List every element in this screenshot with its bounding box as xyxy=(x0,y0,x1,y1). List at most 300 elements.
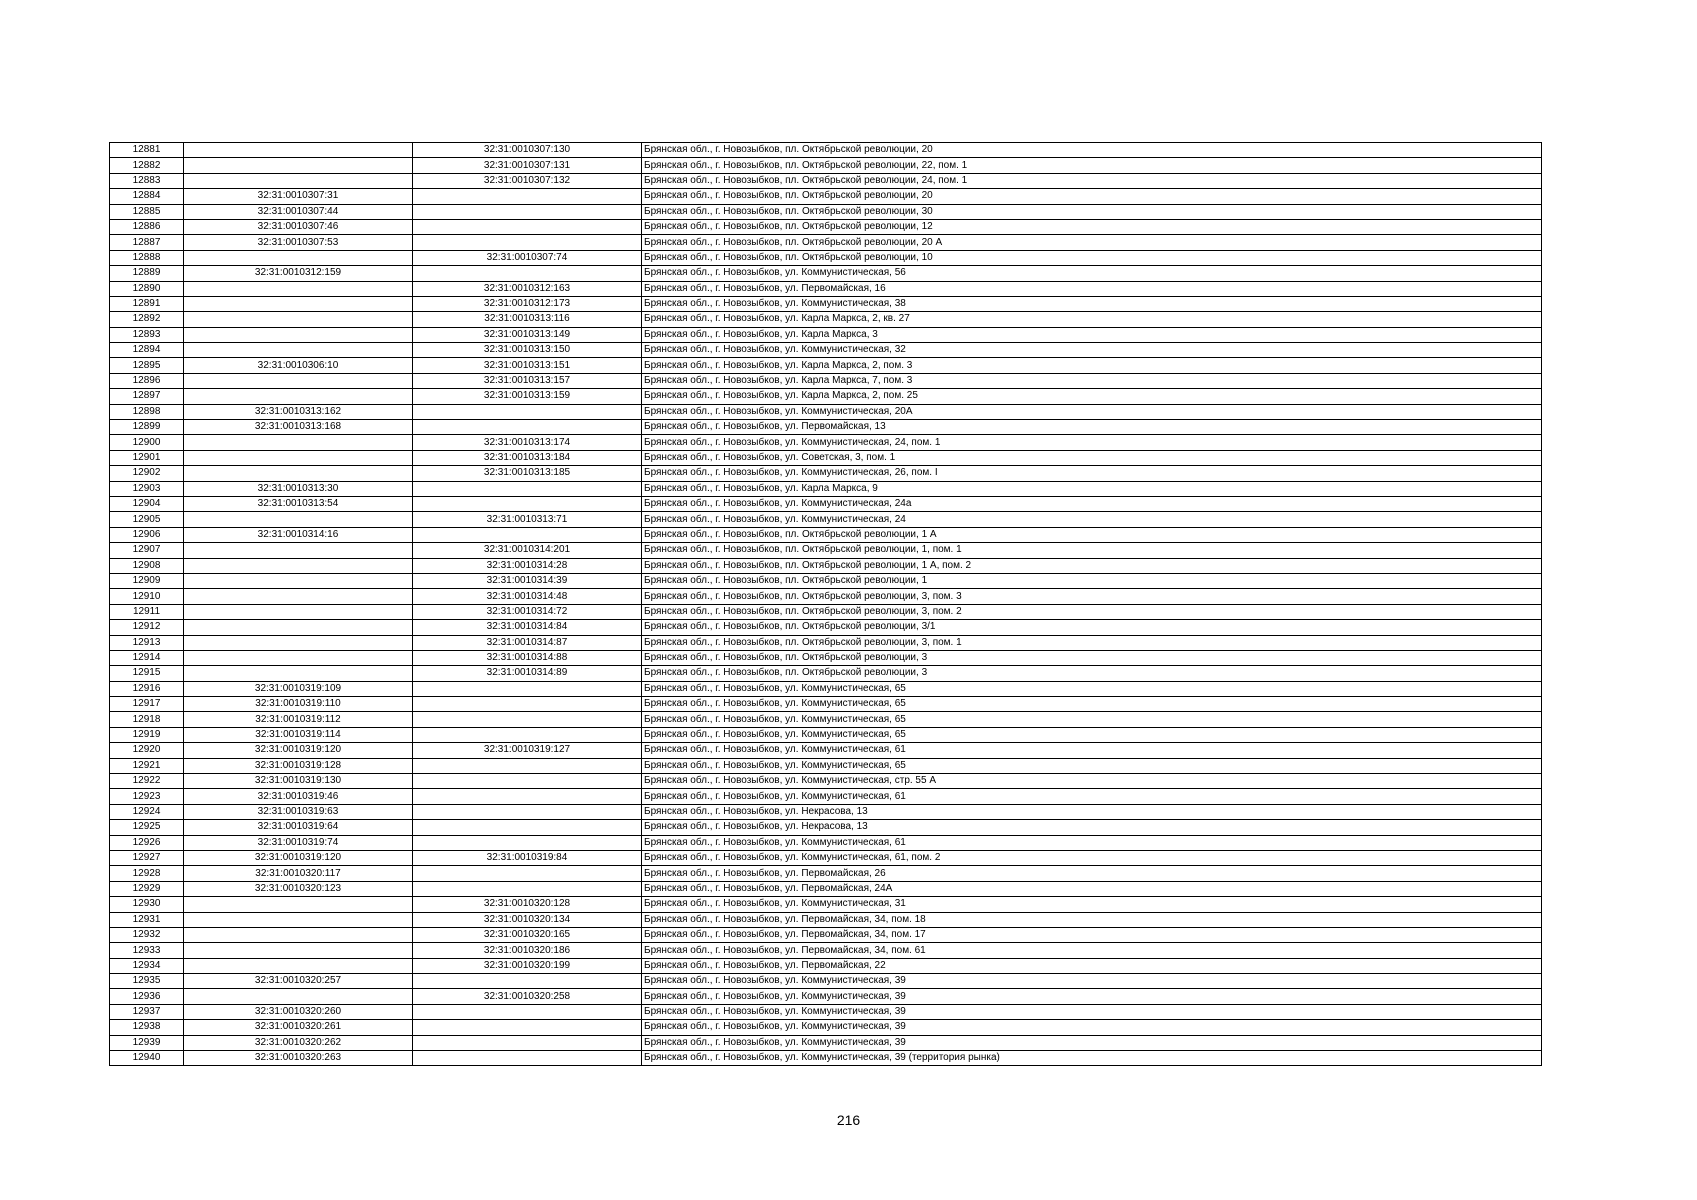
row-number-cell: 12889 xyxy=(110,266,184,281)
table-row xyxy=(110,219,1542,234)
table-row xyxy=(110,158,1542,173)
table-row xyxy=(110,989,1542,1004)
address-cell: Брянская обл., г. Новозыбков, пл. Октябрьской революции, 20 xyxy=(642,189,1542,204)
related-cadastral-number-cell xyxy=(413,189,642,204)
row-number-cell: 12934 xyxy=(110,958,184,973)
related-cadastral-number-cell: 32:31:0010314:201 xyxy=(413,543,642,558)
address-cell: Брянская обл., г. Новозыбков, ул. Коммунистическая, 26, пом. I xyxy=(642,466,1542,481)
row-number-cell: 12920 xyxy=(110,743,184,758)
table-row xyxy=(110,450,1542,465)
table-row xyxy=(110,204,1542,219)
cadastral-number-cell: 32:31:0010313:30 xyxy=(184,481,413,496)
address-cell: Брянская обл., г. Новозыбков, ул. Карла Маркса, 7, пом. 3 xyxy=(642,373,1542,388)
row-number-cell: 12938 xyxy=(110,1020,184,1035)
related-cadastral-number-cell xyxy=(413,1051,642,1066)
cadastral-number-cell xyxy=(184,389,413,404)
row-number-cell: 12926 xyxy=(110,835,184,850)
table-row xyxy=(110,358,1542,373)
related-cadastral-number-cell: 32:31:0010313:149 xyxy=(413,327,642,342)
row-number-cell: 12895 xyxy=(110,358,184,373)
table-row xyxy=(110,927,1542,942)
address-cell: Брянская обл., г. Новозыбков, пл. Октябрьской революции, 12 xyxy=(642,219,1542,234)
address-cell: Брянская обл., г. Новозыбков, пл. Октябрьской революции, 22, пом. 1 xyxy=(642,158,1542,173)
related-cadastral-number-cell xyxy=(413,1035,642,1050)
table-row xyxy=(110,804,1542,819)
cadastral-number-cell xyxy=(184,666,413,681)
related-cadastral-number-cell: 32:31:0010319:84 xyxy=(413,850,642,865)
cadastral-number-cell xyxy=(184,958,413,973)
related-cadastral-number-cell xyxy=(413,881,642,896)
row-number-cell: 12897 xyxy=(110,389,184,404)
related-cadastral-number-cell xyxy=(413,219,642,234)
cadastral-number-cell: 32:31:0010319:63 xyxy=(184,804,413,819)
address-cell: Брянская обл., г. Новозыбков, ул. Некрасова, 13 xyxy=(642,804,1542,819)
address-cell: Брянская обл., г. Новозыбков, ул. Коммунистическая, 61, пом. 2 xyxy=(642,850,1542,865)
cadastral-number-cell: 32:31:0010319:110 xyxy=(184,697,413,712)
address-cell: Брянская обл., г. Новозыбков, ул. Первомайская, 24А xyxy=(642,881,1542,896)
row-number-cell: 12894 xyxy=(110,343,184,358)
address-cell: Брянская обл., г. Новозыбков, пл. Октябрьской революции, 1 А, пом. 2 xyxy=(642,558,1542,573)
row-number-cell: 12881 xyxy=(110,143,184,158)
table-row xyxy=(110,466,1542,481)
cadastral-number-cell: 32:31:0010320:117 xyxy=(184,866,413,881)
row-number-cell: 12923 xyxy=(110,789,184,804)
related-cadastral-number-cell xyxy=(413,727,642,742)
cadastral-number-cell xyxy=(184,912,413,927)
table-row xyxy=(110,635,1542,650)
table-row xyxy=(110,758,1542,773)
related-cadastral-number-cell xyxy=(413,404,642,419)
related-cadastral-number-cell xyxy=(413,866,642,881)
cadastral-number-cell: 32:31:0010319:112 xyxy=(184,712,413,727)
table-row xyxy=(110,343,1542,358)
address-cell: Брянская обл., г. Новозыбков, ул. Коммунистическая, 65 xyxy=(642,758,1542,773)
cadastral-number-cell: 32:31:0010313:162 xyxy=(184,404,413,419)
table-row xyxy=(110,820,1542,835)
related-cadastral-number-cell: 32:31:0010312:173 xyxy=(413,296,642,311)
address-cell: Брянская обл., г. Новозыбков, пл. Октябрьской революции, 3/1 xyxy=(642,620,1542,635)
table-row xyxy=(110,527,1542,542)
table-row xyxy=(110,404,1542,419)
table-row xyxy=(110,604,1542,619)
related-cadastral-number-cell: 32:31:0010314:89 xyxy=(413,666,642,681)
related-cadastral-number-cell: 32:31:0010314:72 xyxy=(413,604,642,619)
cadastral-number-cell xyxy=(184,589,413,604)
table-row xyxy=(110,512,1542,527)
address-cell: Брянская обл., г. Новозыбков, ул. Коммунистическая, 24 xyxy=(642,512,1542,527)
related-cadastral-number-cell: 32:31:0010307:132 xyxy=(413,173,642,188)
address-cell: Брянская обл., г. Новозыбков, ул. Советская, 3, пом. 1 xyxy=(642,450,1542,465)
table-row xyxy=(110,266,1542,281)
related-cadastral-number-cell: 32:31:0010319:127 xyxy=(413,743,642,758)
related-cadastral-number-cell: 32:31:0010313:71 xyxy=(413,512,642,527)
table-row xyxy=(110,1020,1542,1035)
related-cadastral-number-cell: 32:31:0010307:131 xyxy=(413,158,642,173)
row-number-cell: 12911 xyxy=(110,604,184,619)
row-number-cell: 12884 xyxy=(110,189,184,204)
row-number-cell: 12882 xyxy=(110,158,184,173)
table-row xyxy=(110,697,1542,712)
address-cell: Брянская обл., г. Новозыбков, ул. Первомайская, 16 xyxy=(642,281,1542,296)
table-row xyxy=(110,1004,1542,1019)
table-body xyxy=(110,143,1542,1066)
row-number-cell: 12885 xyxy=(110,204,184,219)
table-row xyxy=(110,327,1542,342)
address-cell: Брянская обл., г. Новозыбков, пл. Октябрьской революции, 3 xyxy=(642,650,1542,665)
cadastral-number-cell: 32:31:0010306:10 xyxy=(184,358,413,373)
cadastral-number-cell xyxy=(184,343,413,358)
row-number-cell: 12917 xyxy=(110,697,184,712)
cadastral-number-cell xyxy=(184,450,413,465)
cadastral-number-cell xyxy=(184,312,413,327)
table-row xyxy=(110,189,1542,204)
row-number-cell: 12901 xyxy=(110,450,184,465)
table-row xyxy=(110,850,1542,865)
table-row xyxy=(110,143,1542,158)
address-cell: Брянская обл., г. Новозыбков, пл. Октябрьской революции, 30 xyxy=(642,204,1542,219)
cadastral-number-cell: 32:31:0010320:263 xyxy=(184,1051,413,1066)
related-cadastral-number-cell: 32:31:0010307:130 xyxy=(413,143,642,158)
cadastral-number-cell xyxy=(184,943,413,958)
table-row xyxy=(110,727,1542,742)
table-row xyxy=(110,881,1542,896)
address-cell: Брянская обл., г. Новозыбков, ул. Коммунистическая, 61 xyxy=(642,789,1542,804)
related-cadastral-number-cell: 32:31:0010314:48 xyxy=(413,589,642,604)
cadastral-number-cell: 32:31:0010320:261 xyxy=(184,1020,413,1035)
row-number-cell: 12933 xyxy=(110,943,184,958)
related-cadastral-number-cell: 32:31:0010313:184 xyxy=(413,450,642,465)
table-row xyxy=(110,897,1542,912)
address-cell: Брянская обл., г. Новозыбков, ул. Коммунистическая, 61 xyxy=(642,743,1542,758)
address-cell: Брянская обл., г. Новозыбков, ул. Коммунистическая, 39 xyxy=(642,1035,1542,1050)
cadastral-number-cell: 32:31:0010319:130 xyxy=(184,774,413,789)
address-cell: Брянская обл., г. Новозыбков, пл. Октябрьской революции, 1, пом. 1 xyxy=(642,543,1542,558)
related-cadastral-number-cell xyxy=(413,204,642,219)
cadastral-number-cell xyxy=(184,281,413,296)
address-cell: Брянская обл., г. Новозыбков, ул. Коммунистическая, 65 xyxy=(642,697,1542,712)
table-row xyxy=(110,866,1542,881)
cadastral-number-cell xyxy=(184,373,413,388)
row-number-cell: 12883 xyxy=(110,173,184,188)
address-cell: Брянская обл., г. Новозыбков, ул. Коммунистическая, 38 xyxy=(642,296,1542,311)
row-number-cell: 12886 xyxy=(110,219,184,234)
related-cadastral-number-cell xyxy=(413,1004,642,1019)
row-number-cell: 12924 xyxy=(110,804,184,819)
address-cell: Брянская обл., г. Новозыбков, пл. Октябрьской революции, 24, пом. 1 xyxy=(642,173,1542,188)
row-number-cell: 12909 xyxy=(110,573,184,588)
related-cadastral-number-cell: 32:31:0010313:174 xyxy=(413,435,642,450)
address-cell: Брянская обл., г. Новозыбков, пл. Октябрьской революции, 3, пом. 2 xyxy=(642,604,1542,619)
related-cadastral-number-cell xyxy=(413,681,642,696)
row-number-cell: 12896 xyxy=(110,373,184,388)
related-cadastral-number-cell xyxy=(413,527,642,542)
row-number-cell: 12892 xyxy=(110,312,184,327)
table-row xyxy=(110,173,1542,188)
related-cadastral-number-cell xyxy=(413,804,642,819)
table-row xyxy=(110,1035,1542,1050)
address-cell: Брянская обл., г. Новозыбков, пл. Октябрьской революции, 1 А xyxy=(642,527,1542,542)
address-cell: Брянская обл., г. Новозыбков, ул. Коммунистическая, 24, пом. 1 xyxy=(642,435,1542,450)
table-row xyxy=(110,420,1542,435)
row-number-cell: 12906 xyxy=(110,527,184,542)
address-cell: Брянская обл., г. Новозыбков, ул. Коммунистическая, 65 xyxy=(642,681,1542,696)
address-cell: Брянская обл., г. Новозыбков, пл. Октябрьской революции, 20 А xyxy=(642,235,1542,250)
related-cadastral-number-cell xyxy=(413,835,642,850)
row-number-cell: 12931 xyxy=(110,912,184,927)
cadastral-number-cell xyxy=(184,543,413,558)
related-cadastral-number-cell: 32:31:0010320:128 xyxy=(413,897,642,912)
table-row xyxy=(110,666,1542,681)
related-cadastral-number-cell xyxy=(413,697,642,712)
related-cadastral-number-cell xyxy=(413,1020,642,1035)
table-row xyxy=(110,558,1542,573)
related-cadastral-number-cell xyxy=(413,974,642,989)
row-number-cell: 12916 xyxy=(110,681,184,696)
row-number-cell: 12907 xyxy=(110,543,184,558)
cadastral-number-cell xyxy=(184,604,413,619)
related-cadastral-number-cell xyxy=(413,820,642,835)
cadastral-number-cell: 32:31:0010320:123 xyxy=(184,881,413,896)
cadastral-number-cell xyxy=(184,620,413,635)
related-cadastral-number-cell: 32:31:0010320:199 xyxy=(413,958,642,973)
row-number-cell: 12935 xyxy=(110,974,184,989)
row-number-cell: 12937 xyxy=(110,1004,184,1019)
row-number-cell: 12903 xyxy=(110,481,184,496)
cadastral-number-cell xyxy=(184,435,413,450)
table-row xyxy=(110,650,1542,665)
row-number-cell: 12940 xyxy=(110,1051,184,1066)
table-row xyxy=(110,620,1542,635)
row-number-cell: 12925 xyxy=(110,820,184,835)
table-row xyxy=(110,681,1542,696)
related-cadastral-number-cell: 32:31:0010314:39 xyxy=(413,573,642,588)
row-number-cell: 12904 xyxy=(110,496,184,511)
table-row xyxy=(110,573,1542,588)
cadastral-number-cell: 32:31:0010307:53 xyxy=(184,235,413,250)
address-cell: Брянская обл., г. Новозыбков, ул. Коммунистическая, 39 (территория рынка) xyxy=(642,1051,1542,1066)
cadastral-number-cell: 32:31:0010307:44 xyxy=(184,204,413,219)
cadastral-number-cell: 32:31:0010319:74 xyxy=(184,835,413,850)
related-cadastral-number-cell: 32:31:0010320:165 xyxy=(413,927,642,942)
table-row xyxy=(110,312,1542,327)
table-row xyxy=(110,496,1542,511)
address-cell: Брянская обл., г. Новозыбков, ул. Первомайская, 26 xyxy=(642,866,1542,881)
row-number-cell: 12927 xyxy=(110,850,184,865)
table-row xyxy=(110,589,1542,604)
table-row xyxy=(110,435,1542,450)
row-number-cell: 12900 xyxy=(110,435,184,450)
cadastral-number-cell xyxy=(184,512,413,527)
row-number-cell: 12888 xyxy=(110,250,184,265)
address-cell: Брянская обл., г. Новозыбков, пл. Октябрьской революции, 3 xyxy=(642,666,1542,681)
address-cell: Брянская обл., г. Новозыбков, ул. Первомайская, 34, пом. 17 xyxy=(642,927,1542,942)
table-row xyxy=(110,250,1542,265)
related-cadastral-number-cell: 32:31:0010312:163 xyxy=(413,281,642,296)
cadastral-number-cell xyxy=(184,573,413,588)
address-cell: Брянская обл., г. Новозыбков, пл. Октябрьской революции, 10 xyxy=(642,250,1542,265)
related-cadastral-number-cell xyxy=(413,266,642,281)
related-cadastral-number-cell xyxy=(413,758,642,773)
related-cadastral-number-cell xyxy=(413,235,642,250)
cadastral-number-cell: 32:31:0010320:257 xyxy=(184,974,413,989)
address-cell: Брянская обл., г. Новозыбков, ул. Первомайская, 34, пом. 18 xyxy=(642,912,1542,927)
row-number-cell: 12932 xyxy=(110,927,184,942)
address-cell: Брянская обл., г. Новозыбков, ул. Коммунистическая, стр. 55 А xyxy=(642,774,1542,789)
row-number-cell: 12899 xyxy=(110,420,184,435)
row-number-cell: 12898 xyxy=(110,404,184,419)
row-number-cell: 12930 xyxy=(110,897,184,912)
row-number-cell: 12939 xyxy=(110,1035,184,1050)
related-cadastral-number-cell xyxy=(413,420,642,435)
address-cell: Брянская обл., г. Новозыбков, ул. Первомайская, 22 xyxy=(642,958,1542,973)
table-row xyxy=(110,912,1542,927)
cadastral-number-cell xyxy=(184,296,413,311)
address-cell: Брянская обл., г. Новозыбков, ул. Коммунистическая, 39 xyxy=(642,989,1542,1004)
cadastral-number-cell: 32:31:0010319:109 xyxy=(184,681,413,696)
row-number-cell: 12918 xyxy=(110,712,184,727)
address-cell: Брянская обл., г. Новозыбков, ул. Карла Маркса, 3 xyxy=(642,327,1542,342)
cadastral-number-cell xyxy=(184,158,413,173)
table-row xyxy=(110,1051,1542,1066)
cadastral-number-cell xyxy=(184,250,413,265)
address-cell: Брянская обл., г. Новозыбков, ул. Карла Маркса, 2, кв. 27 xyxy=(642,312,1542,327)
table-row xyxy=(110,943,1542,958)
related-cadastral-number-cell: 32:31:0010313:116 xyxy=(413,312,642,327)
related-cadastral-number-cell: 32:31:0010320:258 xyxy=(413,989,642,1004)
cadastral-number-cell: 32:31:0010319:120 xyxy=(184,743,413,758)
related-cadastral-number-cell: 32:31:0010314:28 xyxy=(413,558,642,573)
related-cadastral-number-cell: 32:31:0010313:159 xyxy=(413,389,642,404)
cadastral-number-cell xyxy=(184,327,413,342)
cadastral-number-cell: 32:31:0010319:128 xyxy=(184,758,413,773)
related-cadastral-number-cell xyxy=(413,712,642,727)
table-row xyxy=(110,789,1542,804)
address-cell: Брянская обл., г. Новозыбков, пл. Октябрьской революции, 3, пом. 1 xyxy=(642,635,1542,650)
cadastral-number-cell: 32:31:0010319:46 xyxy=(184,789,413,804)
table-row xyxy=(110,543,1542,558)
address-cell: Брянская обл., г. Новозыбков, пл. Октябрьской революции, 3, пом. 3 xyxy=(642,589,1542,604)
table-row xyxy=(110,835,1542,850)
cadastral-number-cell: 32:31:0010313:54 xyxy=(184,496,413,511)
cadastral-number-cell xyxy=(184,143,413,158)
address-cell: Брянская обл., г. Новозыбков, пл. Октябрьской революции, 20 xyxy=(642,143,1542,158)
table-row xyxy=(110,481,1542,496)
address-cell: Брянская обл., г. Новозыбков, ул. Карла Маркса, 2, пом. 3 xyxy=(642,358,1542,373)
related-cadastral-number-cell: 32:31:0010320:134 xyxy=(413,912,642,927)
related-cadastral-number-cell xyxy=(413,774,642,789)
address-cell: Брянская обл., г. Новозыбков, ул. Коммунистическая, 61 xyxy=(642,835,1542,850)
cadastral-number-cell xyxy=(184,927,413,942)
table-row xyxy=(110,296,1542,311)
cadastral-number-cell: 32:31:0010319:120 xyxy=(184,850,413,865)
table-row xyxy=(110,235,1542,250)
cadastral-number-cell xyxy=(184,650,413,665)
row-number-cell: 12893 xyxy=(110,327,184,342)
table-row xyxy=(110,389,1542,404)
address-cell: Брянская обл., г. Новозыбков, ул. Коммунистическая, 39 xyxy=(642,1004,1542,1019)
address-cell: Брянская обл., г. Новозыбков, ул. Коммунистическая, 56 xyxy=(642,266,1542,281)
address-cell: Брянская обл., г. Новозыбков, ул. Коммунистическая, 39 xyxy=(642,974,1542,989)
cadastral-number-cell: 32:31:0010319:64 xyxy=(184,820,413,835)
cadastral-number-cell: 32:31:0010307:31 xyxy=(184,189,413,204)
address-cell: Брянская обл., г. Новозыбков, ул. Коммунистическая, 24а xyxy=(642,496,1542,511)
cadastral-number-cell xyxy=(184,897,413,912)
row-number-cell: 12921 xyxy=(110,758,184,773)
related-cadastral-number-cell: 32:31:0010313:150 xyxy=(413,343,642,358)
cadastral-number-cell xyxy=(184,558,413,573)
table-row xyxy=(110,281,1542,296)
row-number-cell: 12915 xyxy=(110,666,184,681)
related-cadastral-number-cell: 32:31:0010313:151 xyxy=(413,358,642,373)
table-row xyxy=(110,974,1542,989)
address-cell: Брянская обл., г. Новозыбков, ул. Карла Маркса, 9 xyxy=(642,481,1542,496)
address-cell: Брянская обл., г. Новозыбков, пл. Октябрьской революции, 1 xyxy=(642,573,1542,588)
address-cell: Брянская обл., г. Новозыбков, ул. Коммунистическая, 31 xyxy=(642,897,1542,912)
address-cell: Брянская обл., г. Новозыбков, ул. Первомайская, 13 xyxy=(642,420,1542,435)
address-cell: Брянская обл., г. Новозыбков, ул. Карла Маркса, 2, пом. 25 xyxy=(642,389,1542,404)
row-number-cell: 12902 xyxy=(110,466,184,481)
address-cell: Брянская обл., г. Новозыбков, ул. Коммунистическая, 65 xyxy=(642,727,1542,742)
page-number: 216 xyxy=(836,1112,861,1128)
cadastral-number-cell: 32:31:0010314:16 xyxy=(184,527,413,542)
cadastral-number-cell: 32:31:0010320:262 xyxy=(184,1035,413,1050)
related-cadastral-number-cell xyxy=(413,481,642,496)
cadastral-number-cell: 32:31:0010320:260 xyxy=(184,1004,413,1019)
cadastral-number-cell: 32:31:0010312:159 xyxy=(184,266,413,281)
related-cadastral-number-cell: 32:31:0010314:84 xyxy=(413,620,642,635)
row-number-cell: 12922 xyxy=(110,774,184,789)
cadastral-number-cell xyxy=(184,989,413,1004)
related-cadastral-number-cell: 32:31:0010314:87 xyxy=(413,635,642,650)
table-row xyxy=(110,743,1542,758)
row-number-cell: 12908 xyxy=(110,558,184,573)
related-cadastral-number-cell: 32:31:0010314:88 xyxy=(413,650,642,665)
row-number-cell: 12905 xyxy=(110,512,184,527)
address-cell: Брянская обл., г. Новозыбков, ул. Первомайская, 34, пом. 61 xyxy=(642,943,1542,958)
row-number-cell: 12910 xyxy=(110,589,184,604)
table-row xyxy=(110,712,1542,727)
address-cell: Брянская обл., г. Новозыбков, ул. Коммунистическая, 65 xyxy=(642,712,1542,727)
cadastral-number-cell: 32:31:0010307:46 xyxy=(184,219,413,234)
row-number-cell: 12890 xyxy=(110,281,184,296)
related-cadastral-number-cell: 32:31:0010307:74 xyxy=(413,250,642,265)
cadastral-number-cell: 32:31:0010319:114 xyxy=(184,727,413,742)
cadastral-number-cell: 32:31:0010313:168 xyxy=(184,420,413,435)
row-number-cell: 12928 xyxy=(110,866,184,881)
cadastral-table-container xyxy=(109,142,1541,1066)
related-cadastral-number-cell: 32:31:0010313:185 xyxy=(413,466,642,481)
table-row xyxy=(110,373,1542,388)
table-row xyxy=(110,774,1542,789)
related-cadastral-number-cell: 32:31:0010320:186 xyxy=(413,943,642,958)
address-cell: Брянская обл., г. Новозыбков, ул. Коммунистическая, 20А xyxy=(642,404,1542,419)
related-cadastral-number-cell xyxy=(413,789,642,804)
row-number-cell: 12936 xyxy=(110,989,184,1004)
address-cell: Брянская обл., г. Новозыбков, ул. Коммунистическая, 39 xyxy=(642,1020,1542,1035)
related-cadastral-number-cell: 32:31:0010313:157 xyxy=(413,373,642,388)
cadastral-number-cell xyxy=(184,635,413,650)
related-cadastral-number-cell xyxy=(413,496,642,511)
table-row xyxy=(110,958,1542,973)
cadastral-number-cell xyxy=(184,466,413,481)
cadastral-table xyxy=(109,142,1542,1066)
row-number-cell: 12891 xyxy=(110,296,184,311)
cadastral-number-cell xyxy=(184,173,413,188)
row-number-cell: 12929 xyxy=(110,881,184,896)
address-cell: Брянская обл., г. Новозыбков, ул. Коммунистическая, 32 xyxy=(642,343,1542,358)
address-cell: Брянская обл., г. Новозыбков, ул. Некрасова, 13 xyxy=(642,820,1542,835)
row-number-cell: 12913 xyxy=(110,635,184,650)
